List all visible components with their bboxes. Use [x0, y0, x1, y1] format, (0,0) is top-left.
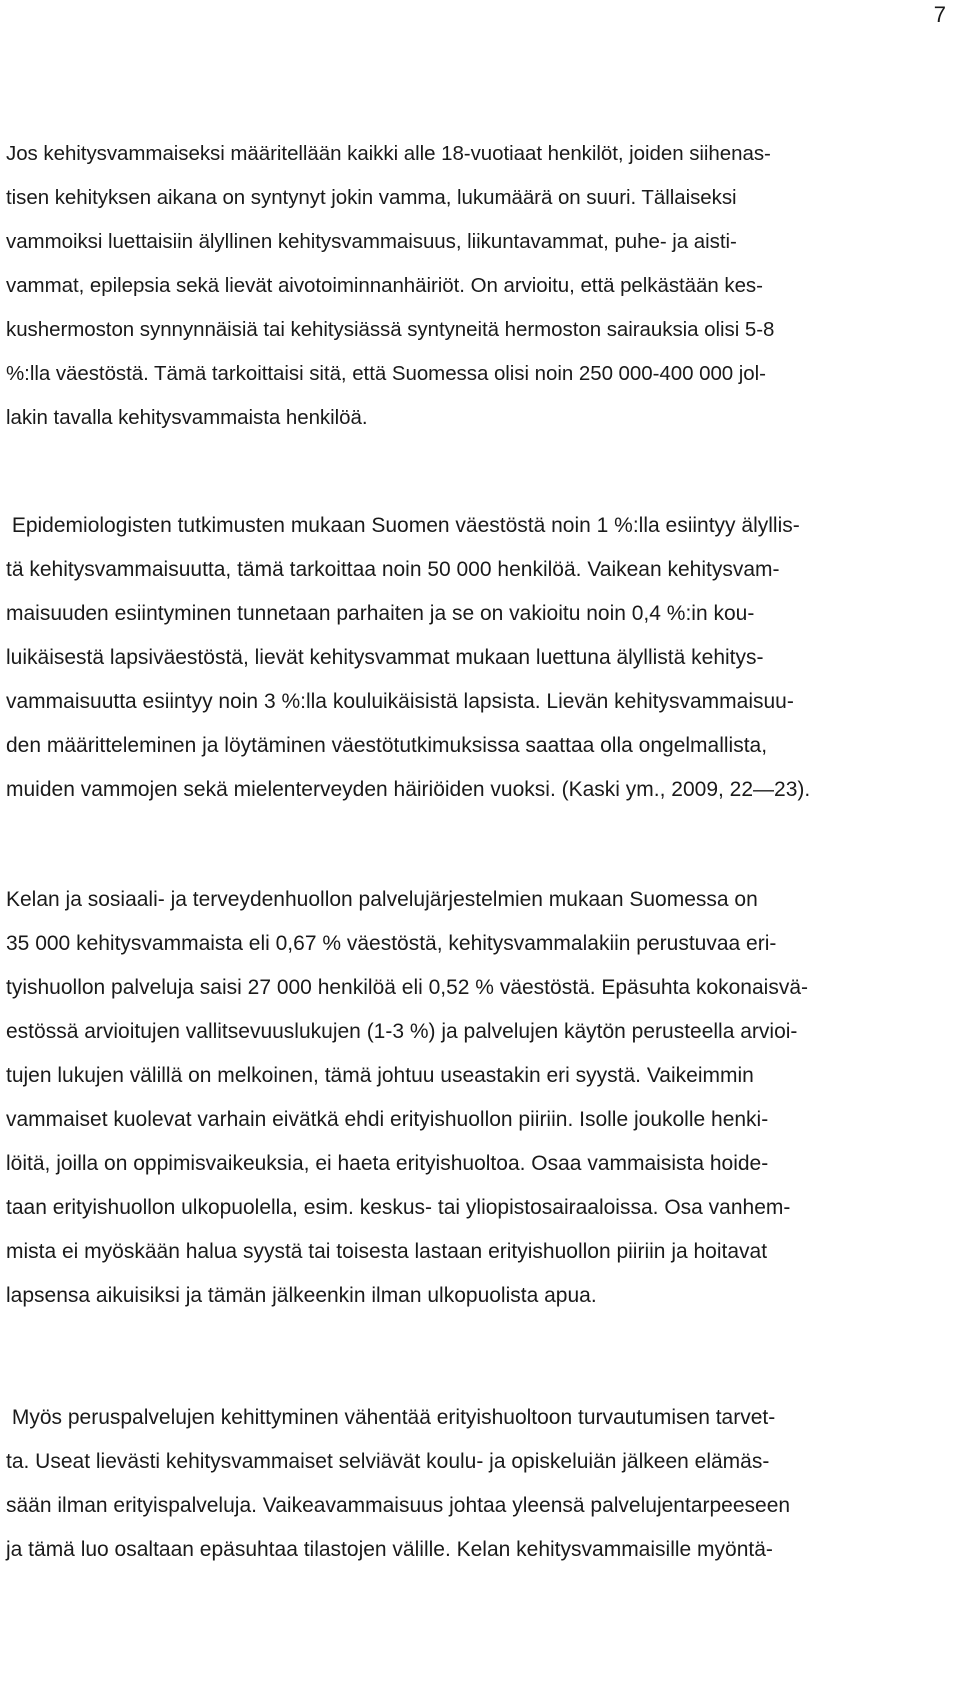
text-line: ja tämä luo osaltaan epäsuhtaa tilastojen välille. Kelan kehitysvammaisille myöntä- [6, 1538, 773, 1561]
text-line: Myös peruspalvelujen kehittyminen vähentää erityishuoltoon turvautumisen tarvet- [6, 1406, 776, 1429]
text-line: lakin tavalla kehitysvammaista henkilöä. [6, 406, 368, 429]
text-line: tä kehitysvammaisuutta, tämä tarkoittaa noin 50 000 henkilöä. Vaikean kehitysvam- [6, 558, 780, 581]
text-line: ta. Useat lievästi kehitysvammaiset selviävät koulu- ja opiskeluiän jälkeen elämäs- [6, 1450, 770, 1473]
text-line: mista ei myöskään halua syystä tai toisesta lastaan erityishuollon piiriin ja hoitavat [6, 1240, 768, 1263]
paragraph-service-statistics [6, 878, 926, 1318]
paragraph-basic-services [6, 1396, 926, 1572]
text-line: Epidemiologisten tutkimusten mukaan Suomen väestöstä noin 1 %:lla esiintyy älyllis- [6, 514, 800, 537]
text-line: Kelan ja sosiaali- ja terveydenhuollon palvelujärjestelmien mukaan Suomessa on [6, 888, 758, 911]
text-line: Jos kehitysvammaiseksi määritellään kaikki alle 18-vuotiaat henkilöt, joiden siihenas- [6, 142, 771, 165]
text-line: sään ilman erityispalveluja. Vaikeavammaisuus johtaa yleensä palvelujentarpeeseen [6, 1494, 791, 1517]
page-number: 7 [933, 2, 946, 27]
text-line: taan erityishuollon ulkopuolella, esim. keskus- tai yliopistosairaaloissa. Osa vanhem- [6, 1196, 791, 1219]
text-line: muiden vammojen sekä mielenterveyden häiriöiden vuoksi. (Kaski ym., 2009, 22—23). [6, 778, 811, 801]
text-line: maisuuden esiintyminen tunnetaan parhaiten ja se on vakioitu noin 0,4 %:in kou- [6, 602, 755, 625]
paragraph-epidemiology [6, 504, 926, 812]
text-line: luikäisestä lapsiväestöstä, lievät kehitysvammat mukaan luettuna älyllistä kehitys- [6, 646, 764, 669]
text-line: tyishuollon palveluja saisi 27 000 henkilöä eli 0,52 % väestöstä. Epäsuhta kokonaisvä- [6, 976, 808, 999]
text-line: vammoiksi luettaisiin älyllinen kehitysvammaisuus, liikuntavammat, puhe- ja aisti- [6, 230, 737, 253]
paragraph-definition [6, 132, 926, 440]
text-line: 35 000 kehitysvammaista eli 0,67 % väestöstä, kehitysvammalakiin perustuvaa eri- [6, 932, 777, 955]
text-line: vammaiset kuolevat varhain eivätkä ehdi erityishuollon piiriin. Isolle joukolle henki- [6, 1108, 769, 1131]
text-line: %:lla väestöstä. Tämä tarkoittaisi sitä, että Suomessa olisi noin 250 000-400 000 jol- [6, 362, 766, 385]
text-line: vammaisuutta esiintyy noin 3 %:lla kouluikäisistä lapsista. Lievän kehitysvammaisuu- [6, 690, 794, 713]
text-line: tisen kehityksen aikana on syntynyt jokin vamma, lukumäärä on suuri. Tällaiseksi [6, 186, 737, 209]
text-line: kushermoston synnynnäisiä tai kehitysiässä syntyneitä hermoston sairauksia olisi 5-8 [6, 318, 775, 341]
text-line: tujen lukujen välillä on melkoinen, tämä johtuu useastakin eri syystä. Vaikeimmin [6, 1064, 754, 1087]
text-line: estössä arvioitujen vallitsevuuslukujen (1-3 %) ja palvelujen käytön perusteella arvioi- [6, 1020, 798, 1043]
text-line: den määritteleminen ja löytäminen väestötutkimuksissa saattaa olla ongelmallista, [6, 734, 768, 757]
text-line: lapsensa aikuisiksi ja tämän jälkeenkin ilman ulkopuolista apua. [6, 1284, 597, 1307]
text-line: löitä, joilla on oppimisvaikeuksia, ei haeta erityishuoltoa. Osaa vammaisista hoide- [6, 1152, 769, 1175]
text-line: vammat, epilepsia sekä lievät aivotoiminnanhäiriöt. On arvioitu, että pelkästään kes- [6, 274, 763, 297]
